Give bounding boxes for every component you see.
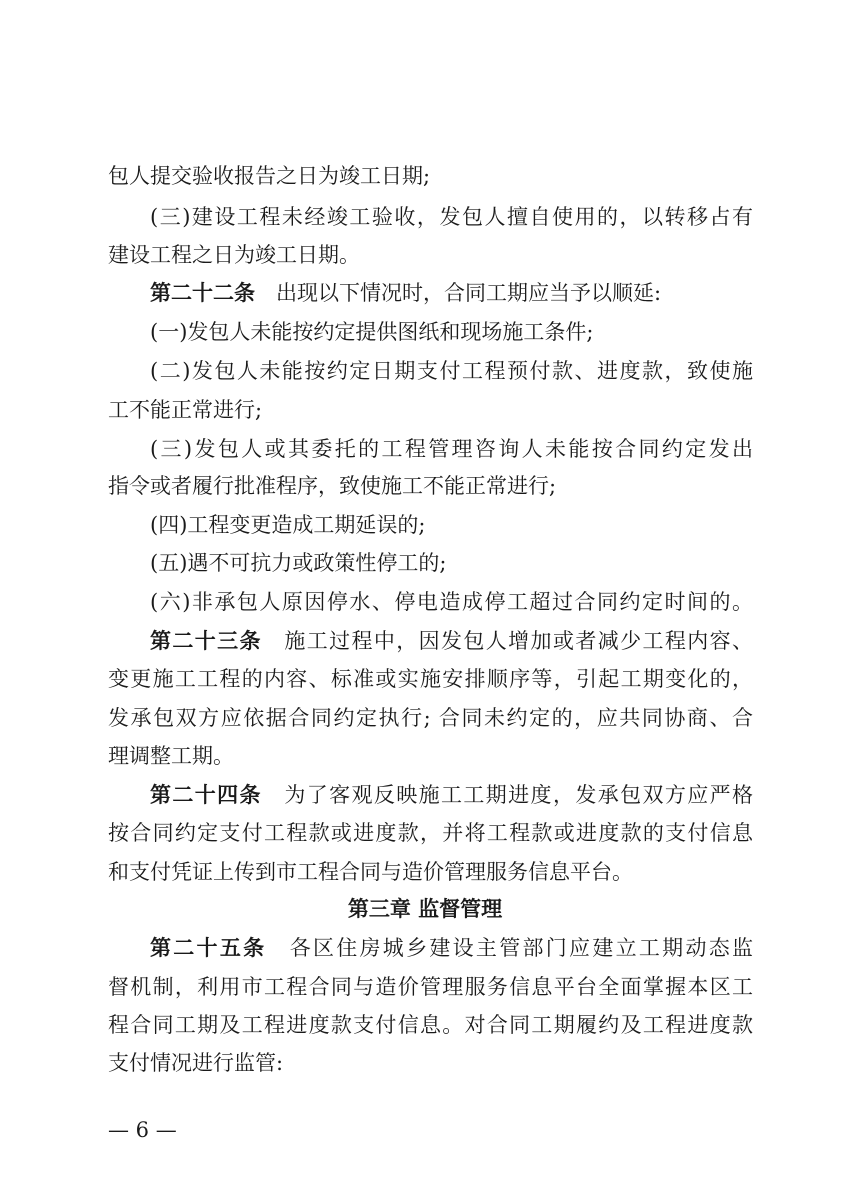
paragraph-line: 和支付凭证上传到市工程合同与造价管理服务信息平台。 bbox=[108, 860, 633, 884]
paragraph-line: 工不能正常进行; bbox=[108, 398, 263, 422]
article-24-line bbox=[150, 775, 753, 815]
paragraph-line: (六)非承包人原因停水、停电造成停工超过合同约定时间的。 bbox=[150, 590, 753, 614]
article-22-line bbox=[150, 273, 753, 313]
article-text: 施工过程中，因发包人增加或者减少工程内容、 bbox=[284, 629, 753, 653]
paragraph-line: 变更施工工程的内容、标准或实施安排顺序等，引起工期变化的， bbox=[108, 667, 753, 691]
paragraph-line: (五)遇不可抗力或政策性停工的; bbox=[150, 551, 447, 575]
article-number: 第二十五条 bbox=[150, 935, 267, 960]
paragraph-line: 建设工程之日为竣工日期。 bbox=[108, 243, 360, 267]
paragraph-line: (一)发包人未能按约定提供图纸和现场施工条件; bbox=[150, 320, 594, 344]
page-number: — 6 — bbox=[108, 1118, 177, 1142]
article-number: 第二十二条 bbox=[150, 280, 255, 305]
paragraph-line: 理调整工期。 bbox=[108, 744, 234, 768]
article-number: 第二十三条 bbox=[150, 628, 262, 653]
article-number: 第二十四条 bbox=[150, 782, 262, 807]
paragraph-line: 支付情况进行监管: bbox=[108, 1051, 284, 1075]
paragraph-line: 包人提交验收报告之日为竣工日期; bbox=[108, 164, 431, 188]
article-text: 各区住房城乡建设主管部门应建立工期动态监 bbox=[289, 936, 753, 960]
chapter-heading: 第三章 监督管理 bbox=[347, 896, 503, 921]
paragraph-line: (二)发包人未能按约定日期支付工程预付款、进度款，致使施 bbox=[150, 359, 753, 383]
paragraph-line: (三)建设工程未经竣工验收，发包人擅自使用的，以转移占有 bbox=[150, 205, 753, 229]
paragraph-line: 程合同工期及工程进度款支付信息。对合同工期履约及工程进度款 bbox=[108, 1013, 753, 1037]
paragraph-line: 发承包双方应依据合同约定执行; 合同未约定的，应共同协商、合 bbox=[108, 706, 753, 730]
article-23-line bbox=[150, 621, 753, 661]
article-text: 出现以下情况时，合同工期应当予以顺延: bbox=[276, 281, 662, 305]
paragraph-line: 按合同约定支付工程款或进度款，并将工程款或进度款的支付信息 bbox=[108, 821, 753, 845]
paragraph-line: 督机制，利用市工程合同与造价管理服务信息平台全面掌握本区工 bbox=[108, 975, 753, 999]
paragraph-line: (四)工程变更造成工期延误的; bbox=[150, 513, 426, 537]
article-25-line bbox=[150, 928, 753, 968]
paragraph-line: (三)发包人或其委托的工程管理咨询人未能按合同约定发出 bbox=[150, 437, 753, 461]
article-text: 为了客观反映施工工期进度，发承包双方应严格 bbox=[284, 783, 753, 807]
paragraph-line: 指令或者履行批准程序，致使施工不能正常进行; bbox=[108, 474, 557, 498]
